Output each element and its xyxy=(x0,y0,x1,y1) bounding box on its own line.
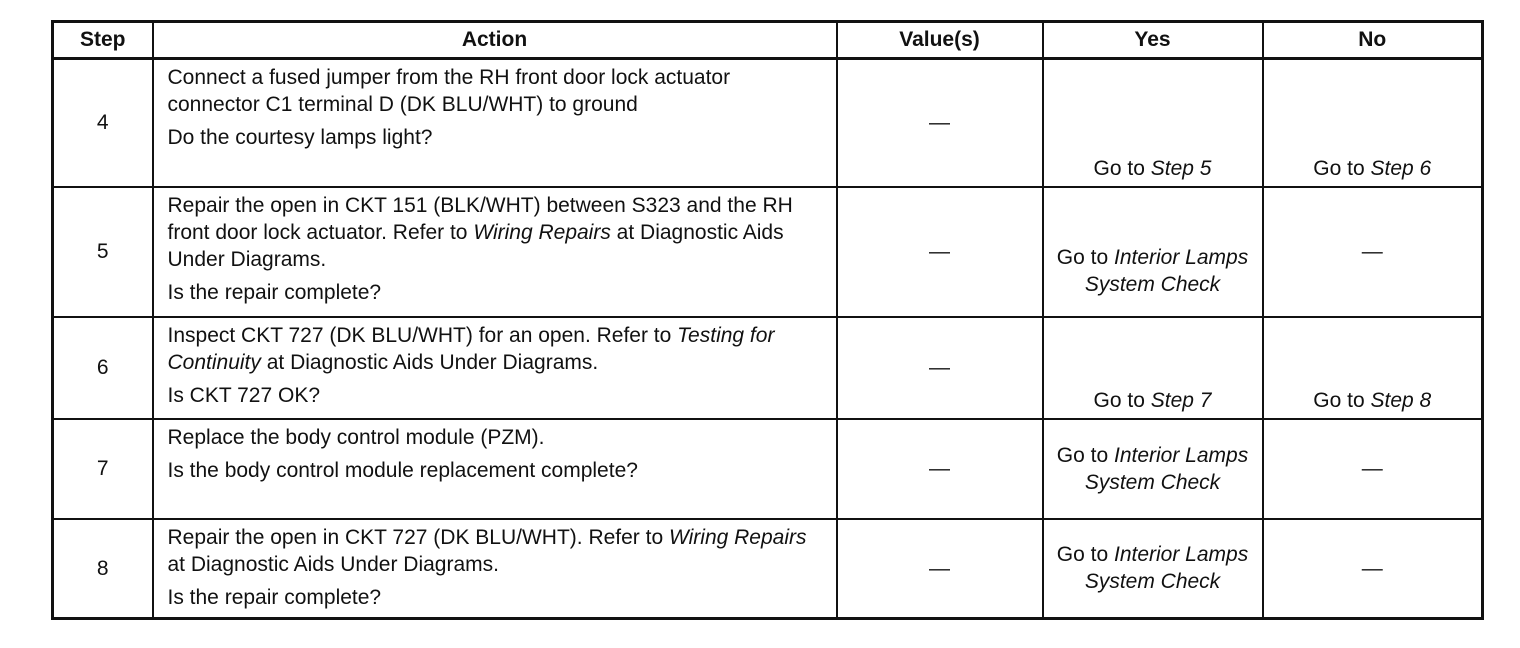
value-cell: — xyxy=(837,519,1043,619)
yes-prefix: Go to xyxy=(1056,245,1114,269)
action-cell xyxy=(153,317,837,419)
step-number: 8 xyxy=(53,519,153,619)
action-text: Connect a fused jumper from the RH front door lock actuator connector C1 terminal D (DK BLU/WHT) to ground xyxy=(167,66,731,116)
value-cell: — xyxy=(837,59,1043,187)
yes-cell xyxy=(1043,187,1263,317)
table-row xyxy=(53,419,1483,519)
action-text-a: Repair the open in CKT 727 (DK BLU/WHT). Refer to xyxy=(167,525,669,549)
action-text-a: Repair the open in CKT 151 (BLK/WHT) between S323 and the RH front door lock actuator. Refer to xyxy=(167,193,793,244)
header-row xyxy=(53,22,1483,59)
no-step-link: Step 6 xyxy=(1370,156,1432,180)
table-row xyxy=(53,187,1483,317)
action-text-b: at Diagnostic Aids Under Diagrams. xyxy=(167,220,784,271)
step-number: 6 xyxy=(53,317,153,419)
yes-prefix: Go to xyxy=(1056,443,1114,467)
action-question: Is the repair complete? xyxy=(167,280,382,304)
action-question: Do the courtesy lamps light? xyxy=(167,126,433,149)
yes-step-link: Step 5 xyxy=(1150,156,1212,180)
yes-reference: Interior Lamps System Check xyxy=(1084,443,1249,494)
action-text xyxy=(168,524,826,578)
yes-cell xyxy=(1043,519,1263,619)
action-text xyxy=(168,322,826,376)
action-text xyxy=(168,192,826,273)
table-row xyxy=(53,317,1483,419)
no-prefix: Go to xyxy=(1313,388,1371,412)
no-step-link: Step 8 xyxy=(1370,388,1432,412)
action-reference: Wiring Repairs xyxy=(668,525,807,549)
header-step: Step xyxy=(53,22,153,59)
action-cell xyxy=(153,419,837,519)
no-prefix: Go to xyxy=(1313,156,1371,180)
value-cell: — xyxy=(837,317,1043,419)
step-number: 5 xyxy=(53,187,153,317)
no-cell xyxy=(1263,59,1483,187)
action-question: Is CKT 727 OK? xyxy=(167,383,321,407)
value-cell: — xyxy=(837,419,1043,519)
header-values: Value(s) xyxy=(837,22,1043,59)
step-number: 7 xyxy=(53,419,153,519)
no-cell: — xyxy=(1263,419,1483,519)
action-question: Is the body control module replacement complete? xyxy=(167,458,638,482)
header-yes: Yes xyxy=(1043,22,1263,59)
value-cell: — xyxy=(837,187,1043,317)
yes-cell xyxy=(1043,59,1263,187)
yes-reference: Interior Lamps System Check xyxy=(1084,245,1249,296)
yes-cell xyxy=(1043,419,1263,519)
action-cell xyxy=(153,519,837,619)
no-cell: — xyxy=(1263,519,1483,619)
header-no: No xyxy=(1263,22,1483,59)
header-action: Action xyxy=(153,22,837,59)
action-question: Is the repair complete? xyxy=(167,585,382,609)
yes-prefix: Go to xyxy=(1093,388,1151,412)
yes-cell xyxy=(1043,317,1263,419)
table-row xyxy=(53,519,1483,619)
no-cell xyxy=(1263,317,1483,419)
step-number: 4 xyxy=(53,59,153,187)
yes-step-link: Step 7 xyxy=(1150,388,1212,412)
action-cell xyxy=(153,187,837,317)
table-row xyxy=(53,59,1483,187)
action-text: Replace the body control module (PZM). xyxy=(167,425,545,449)
yes-prefix: Go to xyxy=(1093,156,1151,180)
action-text-b: at Diagnostic Aids Under Diagrams. xyxy=(260,350,599,374)
action-reference: Wiring Repairs xyxy=(473,220,611,244)
yes-reference: Interior Lamps System Check xyxy=(1084,543,1249,594)
action-text-a: Inspect CKT 727 (DK BLU/WHT) for an open. Refer to xyxy=(167,323,678,347)
action-text-b: at Diagnostic Aids Under Diagrams. xyxy=(167,552,499,576)
diagnostic-table xyxy=(51,20,1484,620)
no-cell: — xyxy=(1263,187,1483,317)
action-cell xyxy=(153,59,837,187)
action-reference: Testing for Continuity xyxy=(167,323,775,374)
yes-prefix: Go to xyxy=(1056,543,1114,567)
